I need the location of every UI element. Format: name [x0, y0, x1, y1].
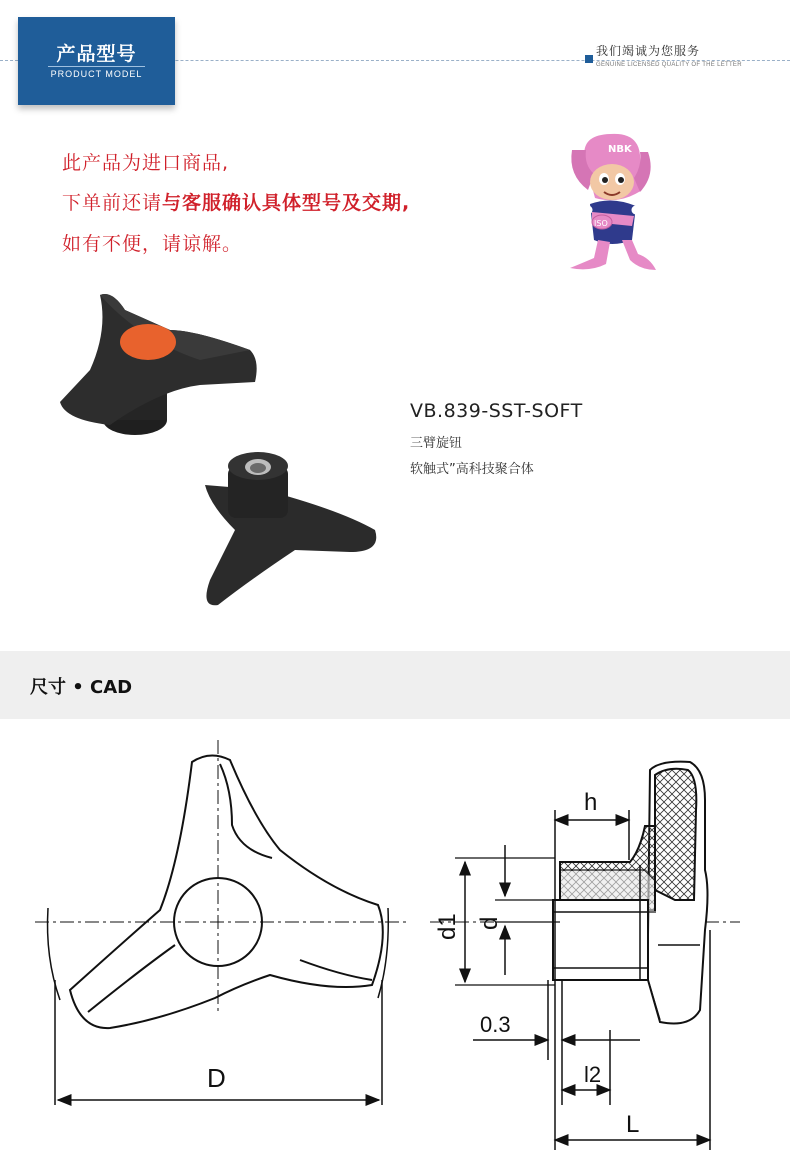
mascot-badge-text: ISO [594, 219, 608, 228]
mascot-illustration [560, 130, 690, 280]
cad-label-d: d [476, 916, 503, 930]
cad-side-view [430, 762, 740, 1150]
cad-section-bar [0, 651, 790, 719]
product-description-2: 软触式”高科技聚合体 [410, 462, 534, 477]
cad-drawing [0, 730, 790, 1160]
notice-line-2-prefix: 下单前还请 [62, 192, 163, 214]
product-description-1: 三臂旋钮 [410, 436, 463, 451]
cad-label-L: L [626, 1111, 640, 1138]
orange-insert [120, 324, 176, 360]
cad-label-h: h [584, 789, 598, 816]
product-photo [50, 290, 390, 620]
cad-label-D: D [207, 1063, 226, 1093]
cad-section-title: 尺寸 • CAD [30, 677, 133, 698]
cad-front-view [35, 740, 410, 1105]
notice-line-2-bold: 与客服确认具体型号及交期, [162, 192, 411, 214]
product-model-badge [18, 17, 175, 105]
service-slogan: 我们竭诚为您服务 [596, 44, 701, 58]
badge-title: 产品型号 [56, 43, 137, 65]
notice-line-2 [62, 188, 410, 215]
service-slogan-sub: GENUINE LICENSED QUALITY OF THE LETTER [596, 62, 742, 68]
mascot-helmet-text: NBK [608, 144, 632, 155]
product-model-code: VB.839-SST-SOFT [410, 400, 583, 422]
service-bullet-icon [585, 55, 593, 63]
cad-label-d1: d1 [434, 913, 461, 940]
badge-rule [48, 66, 145, 67]
cad-label-gap: 0.3 [480, 1012, 511, 1037]
badge-subtitle: PRODUCT MODEL [50, 69, 143, 79]
notice-line-3: 如有不便，请谅解。 [62, 233, 243, 255]
cad-label-l2: l2 [584, 1062, 602, 1087]
notice-line-1: 此产品为进口商品, [62, 152, 230, 174]
